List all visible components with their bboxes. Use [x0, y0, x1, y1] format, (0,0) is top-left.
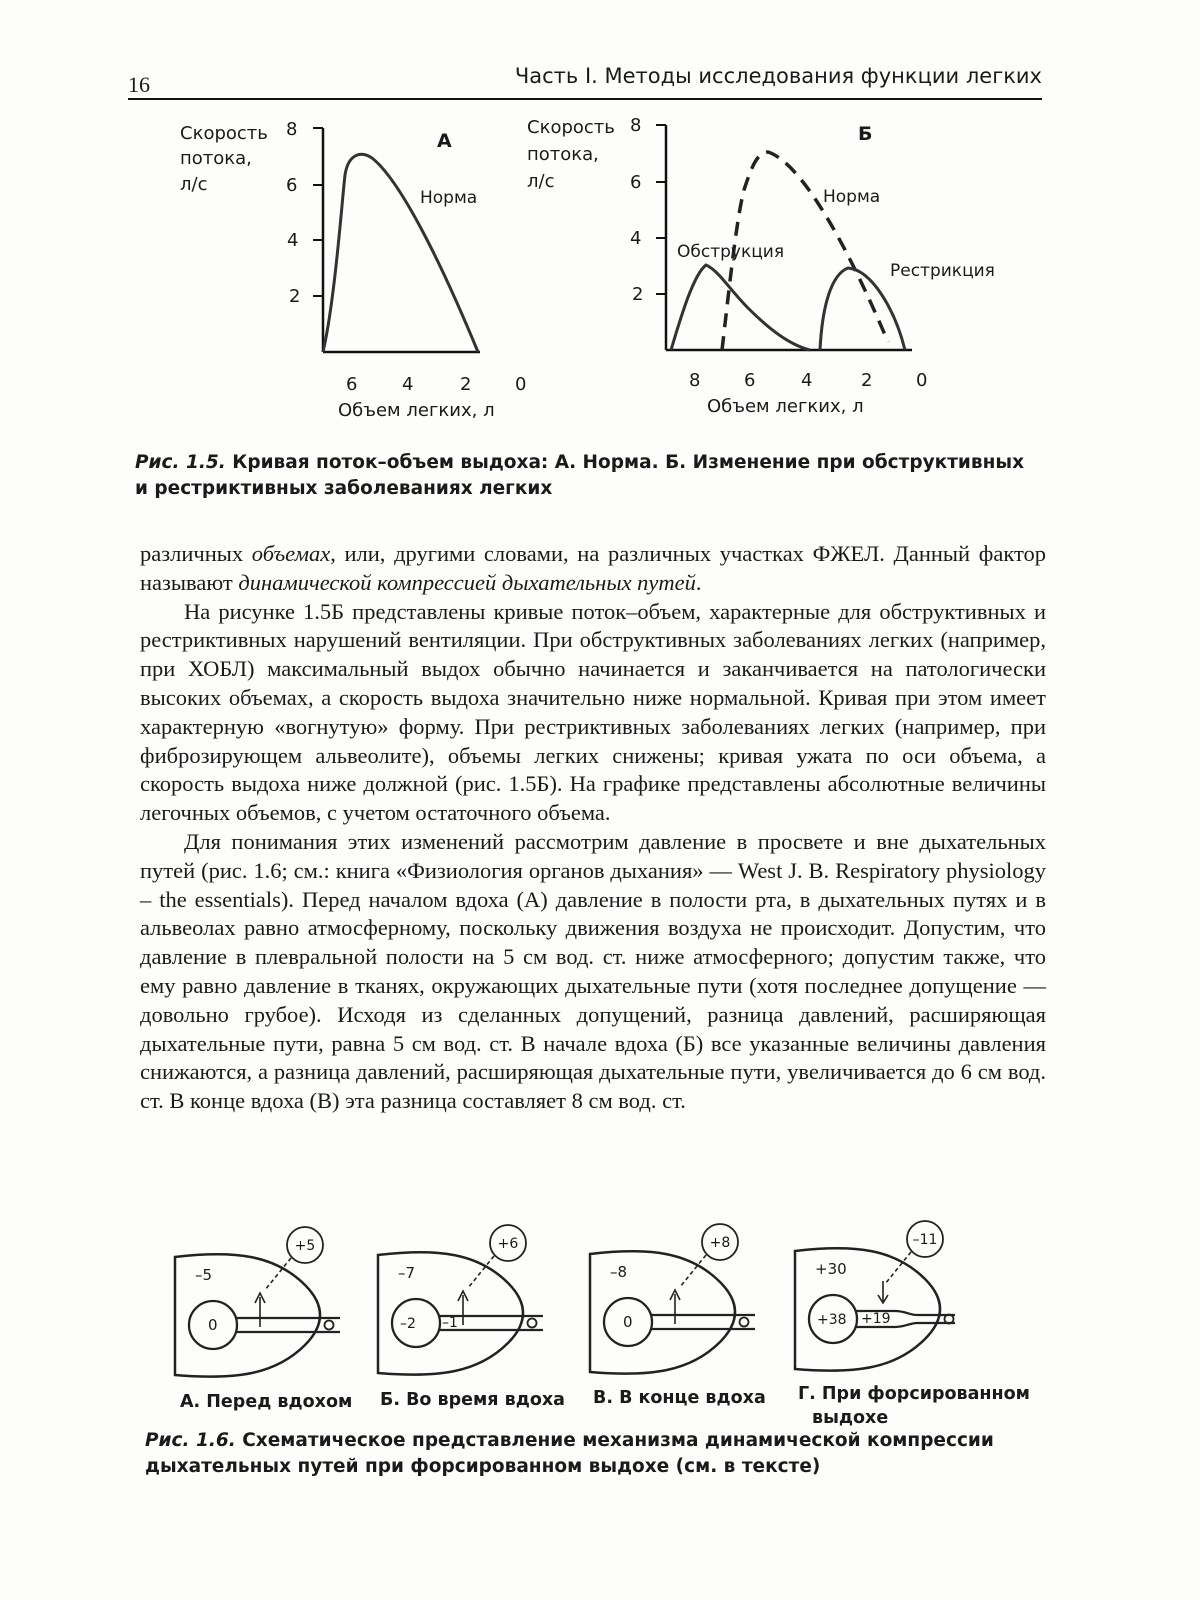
figure-1-5-caption-label: Рис. 1.5.	[135, 452, 226, 473]
paragraph-1	[140, 540, 1046, 598]
airway-value: –1	[442, 1315, 458, 1331]
panel-a-ytick-label-2: 2	[289, 286, 301, 307]
panel-b-label-obstruction: Обструкция	[677, 242, 785, 262]
figure-1-5-caption	[135, 450, 1035, 502]
fig6-panel-c	[590, 1224, 755, 1374]
fig6-label-b: Б. Во время вдоха	[380, 1390, 565, 1410]
panel-b-xtick-label-4: 4	[801, 370, 813, 391]
page-number: 16	[128, 72, 150, 97]
alveolar-value: –2	[400, 1316, 416, 1332]
p1-seg-2: , или, другими словами, на различных участках ФЖЕЛ. Данный фактор называют	[140, 541, 1046, 595]
panel-b-xtick-label-8: 8	[689, 370, 701, 391]
panel-b	[527, 115, 995, 417]
panel-a-ytick-label-6: 6	[286, 175, 298, 196]
panel-a-ylabel-3: л/с	[180, 174, 208, 195]
panel-a-curve-label: Норма	[420, 188, 478, 208]
panel-a-xlabel: Объем легких, л	[338, 400, 495, 421]
panel-a-letter: А	[437, 130, 452, 152]
arrow-icon	[255, 1293, 265, 1327]
panel-b-ylabel-2: потока,	[527, 144, 599, 165]
panel-a-xtick-label-6: 6	[346, 374, 358, 395]
panel-b-ytick-label-6: 6	[630, 172, 642, 193]
mouth-marker	[325, 1321, 334, 1330]
pleural-value: –7	[398, 1264, 416, 1282]
paragraph-2: На рисунке 1.5Б представлены кривые поток–объем, характерные для обструктивных и рестриктивных нарушений вентиляции. При обструктивных заболеваниях легких (например, при ХОБЛ) максимальный выдох обычно начинается и заканчивается на патологически высоких объемах, а скорость выдоха значительно ниже нормальной. Кривая при этом имеет характерную «вогнутую» форму. При рестриктивных заболеваниях легких (например, при фиброзирующем альвеолите), объемы легких снижены; кривая ужата по оси объема, а скорость выдоха ниже должной (рис. 1.5Б). На графике представлены абсолютные величины легочных объемов, с учетом остаточного объема.	[140, 598, 1046, 826]
arrow-icon	[458, 1291, 468, 1325]
fig6-label-c: В. В конце вдоха	[593, 1388, 766, 1408]
panel-a-ylabel-2: потока,	[180, 148, 252, 169]
paragraph-3: Для понимания этих изменений рассмотрим давление в просвете и вне дыхательных путей (рис. 1.6; см.: книга «Физиология органов дыхания» — West J. B. Respiratory physiology – the essentials). Перед началом вдоха (А) давление в полости рта, в дыхательных путях и в альвеолах равно атмосферному, поскольку движения воздуха не происходит. Допустим, что давление в плевральной полости на 5 см вод. ст. ниже атмосферного; допустим также, что ему равно давление в тканях, окружающих дыхательные пути (хотя последнее допущение — довольно грубое). Исходя из сделанных допущений, разница давлений, расширяющая дыхательные пути, равна 5 см вод. ст. В начале вдоха (Б) все указанные величины давления снижаются, а разница давлений, расширяющая дыхательные пути, увеличивается до 6 см вод. ст. В конце вдоха (В) эта разница составляет 8 см вод. ст.	[140, 828, 1046, 1114]
figure-1-5	[0, 0, 1200, 440]
circle-value: +5	[294, 1238, 316, 1254]
panel-b-xtick-label-2: 2	[861, 370, 873, 391]
arrow-icon	[670, 1290, 680, 1324]
panel-a-ytick-label-8: 8	[286, 119, 298, 140]
arrow-icon	[878, 1281, 888, 1303]
figure-1-6-caption	[145, 1428, 1030, 1480]
fig6-panel-b	[378, 1225, 543, 1375]
p1-seg-0: различных	[140, 541, 252, 566]
panel-b-ylabel-1: Скорость	[527, 117, 615, 138]
circle-value: +6	[497, 1236, 519, 1252]
pleural-value: –5	[195, 1266, 213, 1284]
alveolar-value: 0	[623, 1313, 633, 1331]
panel-a-normal-curve	[323, 154, 478, 352]
running-title: Часть I. Методы исследования функции легких	[514, 64, 1042, 88]
panel-a-ylabel-1: Скорость	[180, 123, 268, 144]
panel-a	[180, 119, 526, 421]
p1-seg-3: динамической компрессией дыхательных путей	[238, 569, 696, 595]
p1-seg-1: объемах	[251, 541, 331, 566]
panel-b-label-restriction: Рестрикция	[890, 261, 995, 281]
panel-b-ylabel-3: л/с	[527, 171, 555, 192]
p1-seg-4: .	[695, 569, 702, 595]
pleural-value: +30	[815, 1260, 847, 1278]
panel-a-xtick-label-4: 4	[402, 374, 414, 395]
panel-b-ytick-label-2: 2	[632, 284, 644, 305]
fig6-panel-d	[795, 1221, 955, 1371]
fig6-label-d-2: выдохе	[812, 1408, 889, 1428]
panel-b-label-normal: Норма	[823, 187, 881, 207]
figure-1-6-caption-text: Схематическое представление механизма динамической компрессии дыхательных путей при форсированном выдохе (см. в тексте)	[145, 1430, 994, 1477]
pleural-value: –8	[610, 1263, 628, 1281]
mouth-marker	[528, 1319, 537, 1328]
panel-b-xlabel: Объем легких, л	[707, 396, 864, 417]
panel-a-ytick-label-4: 4	[287, 230, 299, 251]
panel-b-xtick-label-6: 6	[744, 370, 756, 391]
panel-b-obstruction-curve	[671, 265, 810, 350]
alveolar-value: 0	[208, 1316, 218, 1334]
circle-value: –11	[912, 1232, 938, 1248]
fig6-panel-a	[175, 1227, 340, 1377]
fig6-label-a: А. Перед вдохом	[180, 1392, 353, 1412]
panel-b-xtick-label-0: 0	[916, 370, 928, 391]
body-text	[140, 540, 1046, 1116]
mouth-marker	[740, 1318, 749, 1327]
panel-b-ytick-label-4: 4	[630, 228, 642, 249]
panel-a-xtick-label-0: 0	[515, 374, 527, 395]
airway-value: +19	[861, 1311, 891, 1327]
circle-value: +8	[709, 1235, 731, 1251]
figure-1-5-caption-text: Кривая поток–объем выдоха: А. Норма. Б. Изменение при обструктивных и рестриктивных заболеваниях легких	[135, 452, 1025, 499]
figure-1-6-caption-label: Рис. 1.6.	[145, 1430, 236, 1451]
panel-a-xtick-label-2: 2	[460, 374, 472, 395]
fig6-label-d-1: Г. При форсированном	[798, 1384, 1030, 1404]
panel-b-letter: Б	[858, 123, 873, 145]
panel-b-ytick-label-8: 8	[630, 115, 642, 136]
alveolar-value: +38	[817, 1312, 847, 1328]
